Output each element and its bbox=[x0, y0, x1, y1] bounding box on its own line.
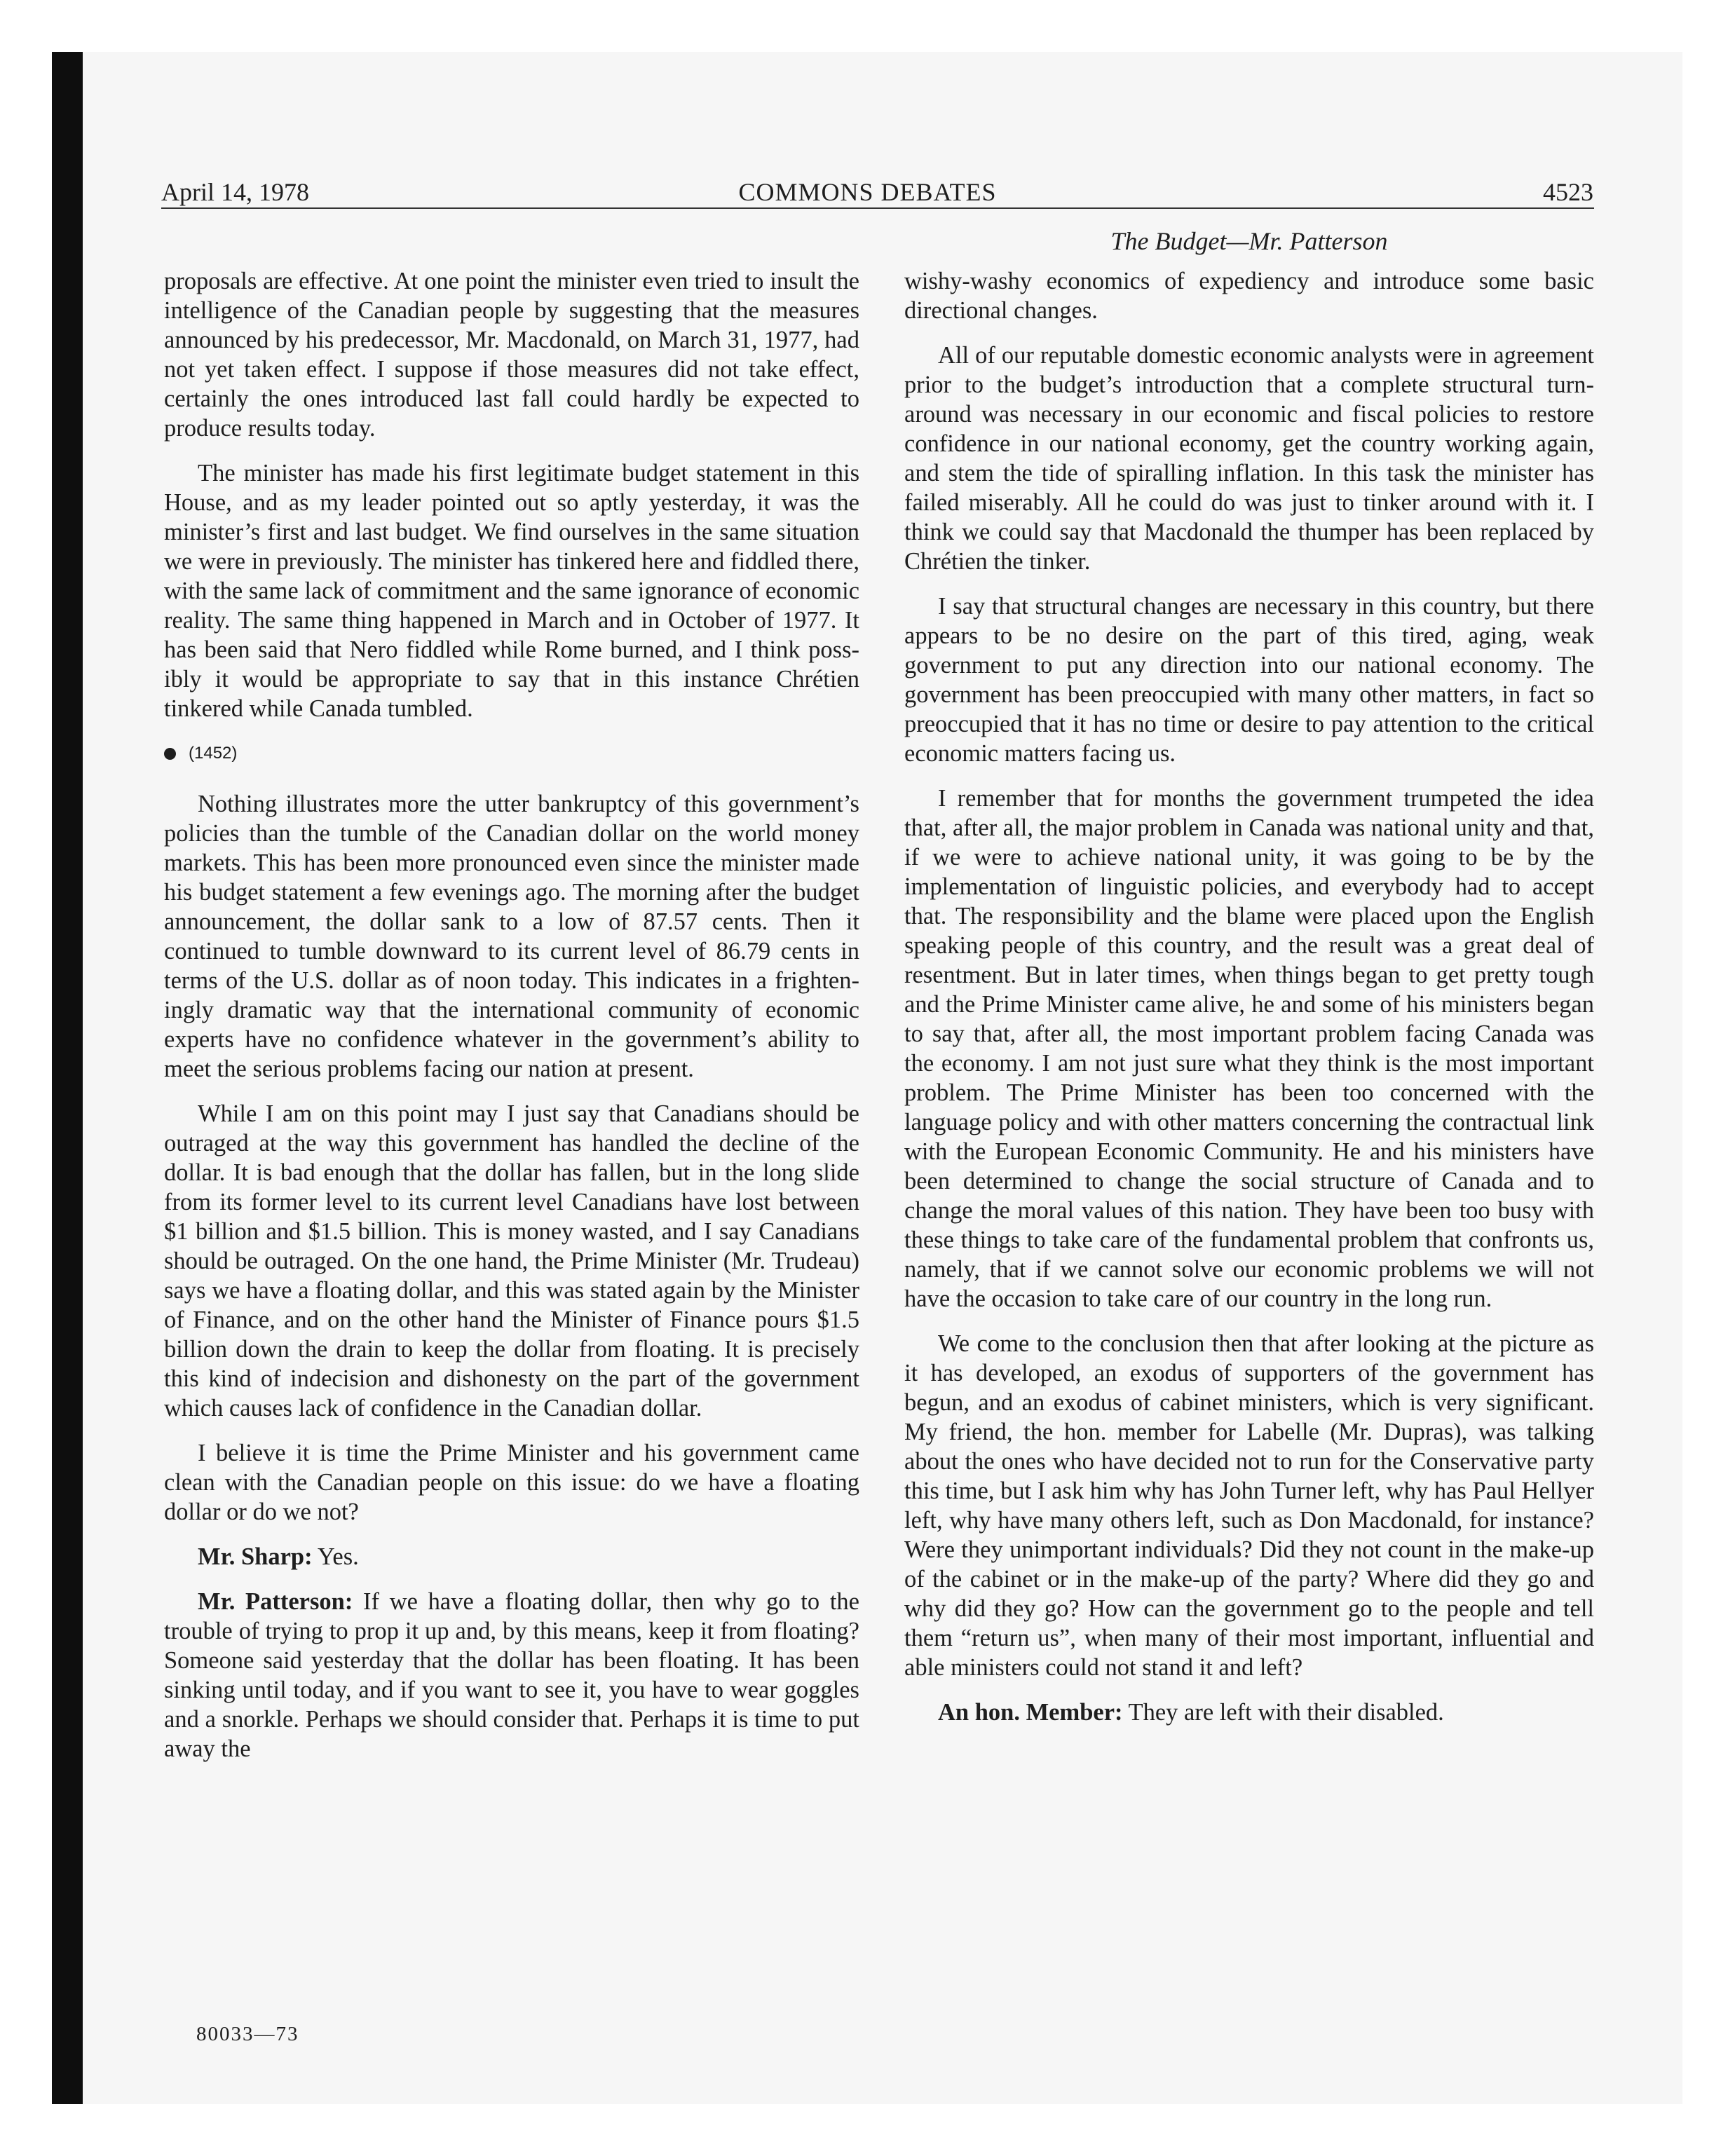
paragraph: I say that structural changes are necessary in this country, but there appears to be no desire on the part of this tired, aging, weak government to put any direction into our national economy. The government has been preoccupied with many other matters, in fact so preoccupied that it has no time or desire to pay attention to the critical economic matters facing us. bbox=[904, 593, 1594, 767]
header-rule bbox=[161, 207, 1594, 209]
footer-code: 80033—73 bbox=[196, 2023, 299, 2045]
speaker-paragraph bbox=[164, 1542, 859, 1571]
speaker-paragraph bbox=[164, 1587, 859, 1763]
speaker-name: Mr. Patterson: bbox=[198, 1588, 353, 1615]
paragraph: The minister has made his first legitimate budget statement in this House, and as my leader pointed out so aptly yesterday, it was the minister’s first and last budget. We find ourselves in the same situation we were in previously. The minister has tinkered here and fiddled there, with the same lack of commitment and the same ignorance of economic reality. The same thing happened in March and in October of 1977. It has been said that Nero fiddled while Rome burned, and I think possibly it would be appropriate to say that in this instance Chrétien tinkered while Canada tumbled. bbox=[164, 460, 859, 722]
time-marker-text: (1452) bbox=[189, 744, 238, 763]
header-page-number: 4523 bbox=[1543, 178, 1593, 206]
left-column bbox=[164, 266, 859, 1779]
speaker-paragraph bbox=[904, 1698, 1594, 1727]
header-title: COMMONS DEBATES bbox=[738, 178, 997, 206]
paragraph: Nothing illustrates more the utter bankruptcy of this government’s policies than the tumble of the Canadian dollar on the world money markets. This has been more pronounced even since the minister made his budget statement a few evenings ago. The morning after the budget announcement, the dollar sank to a low of 87.57 cents. Then it continued to tumble downward to its current level of 86.79 cents in terms of the U.S. dollar as of noon today. This indicates in a frighteningly dramatic way that the international community of economic experts have no confidence whatever in the government’s ability to meet the serious problems facing our nation at present. bbox=[164, 791, 859, 1082]
header-date: April 14, 1978 bbox=[161, 178, 309, 206]
paragraph: proposals are effective. At one point the minister even tried to insult the intelligence of the Canadian people by suggesting that the measures announced by his predecessor, Mr. Macdonald, on March 31, 1977, had not yet taken effect. I suppose if those measures did not take effect, certainly the ones introduced last fall could hardly be expected to produce results today. bbox=[164, 268, 859, 442]
paragraph: wishy-washy economics of expediency and introduce some basic directional changes. bbox=[904, 268, 1594, 324]
speech-text: Yes. bbox=[312, 1543, 359, 1570]
speech-text: If we have a floating dollar, then why go to the trouble of trying to prop it up and, by this means, keep it from floating? Someone said yesterday that the dollar has been floating. It has been sinking until today, and if you want to see it, you have to wear goggles and a snorkle. Perhaps we should consider that. Perhaps it is time to put away the bbox=[164, 1588, 859, 1762]
running-head: The Budget—Mr. Patterson bbox=[1110, 227, 1388, 255]
speaker-name: Mr. Sharp: bbox=[198, 1543, 313, 1570]
paragraph: While I am on this point may I just say that Canadians should be outraged at the way this government has handled the decline of the dollar. It is bad enough that the dollar has fallen, but in the long slide from its former level to its current level Canadians have lost between $1 billion and $1.5 billion. This is money wasted, and I say Canadians should be outraged. On the one hand, the Prime Minister (Mr. Trudeau) says we have a floating dollar, and this was stated again by the Minister of Finance, and on the other hand the Minister of Finance pours $1.5 billion down the drain to keep the dollar from floating. It is precisely this kind of indecision and dishonesty on the part of the government which causes lack of confidence in the Canadian dollar. bbox=[164, 1100, 859, 1421]
speech-text: They are left with their disabled. bbox=[1122, 1699, 1444, 1726]
paragraph: We come to the conclusion then that after looking at the picture as it has developed, an exodus of supporters of the government has begun, and an exodus of cabinet ministers, which is very significant. My friend, the hon. member for Labelle (Mr. Dupras), was talking about the ones who have decided not to run for the Conservative party this time, but I ask him why has John Turner left, why has Paul Hellyer left, why have many others left, such as Don Macdonald, for instance? Were they unimportant individuals? Did they not count in the make-up of the cabinet or in the make-up of the party? Where did they go and why did they go? How can the government go to the people and tell them “return us”, when many of their most important, influential and able ministers could not stand it and left? bbox=[904, 1330, 1594, 1681]
time-marker bbox=[164, 739, 859, 768]
paragraph: I believe it is time the Prime Minister and his government came clean with the Canadian people on this issue: do we have a floating dollar or do we not? bbox=[164, 1440, 859, 1525]
bullet-icon bbox=[164, 748, 176, 760]
binding-edge bbox=[52, 52, 83, 2104]
speaker-name: An hon. Member: bbox=[938, 1699, 1123, 1726]
paragraph: I remember that for months the government trumpeted the idea that, after all, the major problem in Canada was national unity and that, if we were to achieve national unity, it was going to be by the implementation of linguistic policies, and everybody had to accept that. The responsibility and the blame were placed upon the English speaking people of this country, and the result was a great deal of resentment. But in later times, when things began to get pretty tough and the Prime Minister came alive, he and some of his ministers began to say that, after all, the most important problem facing Canada was the economy. I am not just sure what they think is the most important problem. The Prime Minister has been too concerned with the language policy and with other matters concerning the contractual link with the European Economic Community. He and his ministers have been determined to change the social structure of Canada and to change the moral values of this nation. They have been too busy with these things to take care of the fundamental problem that confronts us, namely, that if we cannot solve our economic problems we will not have the occasion to take care of our country in the long run. bbox=[904, 785, 1594, 1312]
right-column bbox=[904, 266, 1594, 1742]
paragraph: All of our reputable domestic economic analysts were in agreement prior to the budget’s introduction that a complete structural turn-around was necessary in our economic and fiscal policies to restore confidence in our national economy, get the country working again, and stem the tide of spiralling inflation. In this task the minister has failed miserably. All he could do was just to tinker around with it. I think we could say that Macdonald the thumper has been replaced by Chrétien the tinker. bbox=[904, 342, 1594, 575]
